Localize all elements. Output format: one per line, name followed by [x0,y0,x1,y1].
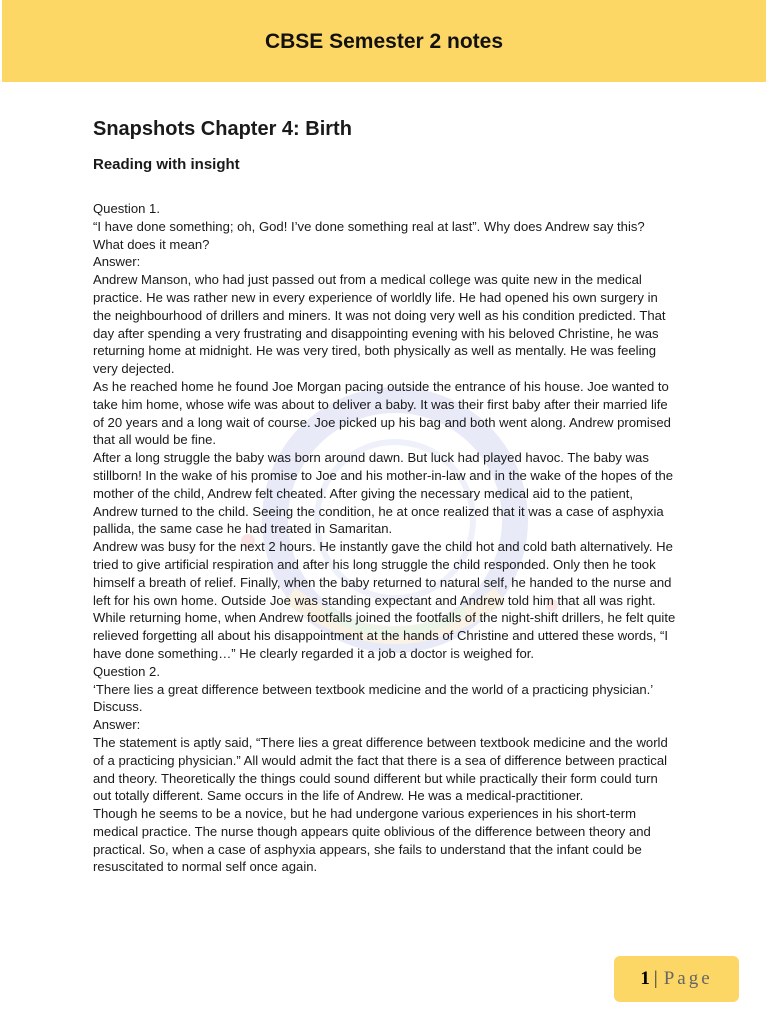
answer-1-paragraph: Andrew Manson, who had just passed out from a medical college was quite new in the medical practice. He was rather new in every experience of worldly life. He had opened his own surgery in the neighbourhood of drillers and miners. It was not doing very well as his condition predicted. That day after spending a very frustrating and disappointing evening with his beloved Christine, he was returning home at midnight. He was very tired, both physically as well as mentally. He was feeling very dejected. [93,272,666,377]
page-word: Page [663,968,713,989]
chapter-title: Snapshots Chapter 4: Birth [93,118,352,140]
answer-2-paragraph: Though he seems to be a novice, but he had undergone various experiences in his short-term medical practice. The nurse though appears quite oblivious of the difference between theory and practical. So, when a case of asphyxia appears, she fails to understand that the infant could be resuscitated to normal self once again. [93,806,651,875]
document-header-title: CBSE Semester 2 notes [264,30,504,53]
answer-2-paragraph: The statement is aptly said, “There lies a great difference between textbook medicine and the world of a practicing physician.” All would admit the fact that there is a sea of difference between practical and theory. Theoretically the things could sound different but while practically their form could turn out totally different. Same occurs in the life of Andrew. He was a medical-practitioner. [93,734,668,804]
section-title: Reading with insight [93,156,240,173]
answer-1-paragraph: After a long struggle the baby was born around dawn. But luck had played havoc. The baby was stillborn! In the wake of his promise to Joe and his mother-in-law and in the wake of the hopes of the mother of the child, Andrew felt cheated. After giving the necessary medical aid to the patient, Andrew turned to the child. Seeing the condition, he at once realized that it was a case of asphyxia pallida, the same case he had treated in Samaritan. [93,450,674,537]
page-content [93,116,678,876]
page-number: 1 [640,968,650,989]
question-1-label: Question 1. [93,201,160,216]
answer-2-label: Answer: [93,717,141,733]
page-separator: | [653,968,658,989]
answer-1-label: Answer: [93,254,141,270]
body-text [93,200,678,876]
page-number-badge [614,956,739,1002]
answer-1-paragraph: As he reached home he found Joe Morgan pacing outside the entrance of his house. Joe wanted to take him home, whose wife was about to deliver a baby. It was their first baby after their married life of 20 years and a long wait of course. Joe picked up his bag and both went along. Andrew promised that all would be fine. [93,378,671,448]
answer-1-paragraph: Andrew was busy for the next 2 hours. He instantly gave the child hot and cold bath alternatively. He tried to give artificial respiration and after his long struggle the child responded. Only then he took himself a breath of relief. Finally, when the baby returned to natural self, he handed to the nurse and left for his own home. Outside Joe was standing expectant and Andrew told him that all was right. While returning home, when Andrew footfalls joined the footfalls of the night-shift drillers, he felt quite relieved forgetting all about his disappointment at the hands of Christine and uttered these words, “I have done something…” He clearly regarded it a job a doctor is weighed for. [93,539,676,661]
question-1-text: “I have done something; oh, God! I’ve done something real at last”. Why does Andrew say this? What does it mean? [93,218,645,252]
question-2-text: ‘There lies a great difference between textbook medicine and the world of a practicing physician.’ Discuss. [93,681,653,715]
header-band [2,0,766,82]
question-2-label: Question 2. [93,663,160,679]
